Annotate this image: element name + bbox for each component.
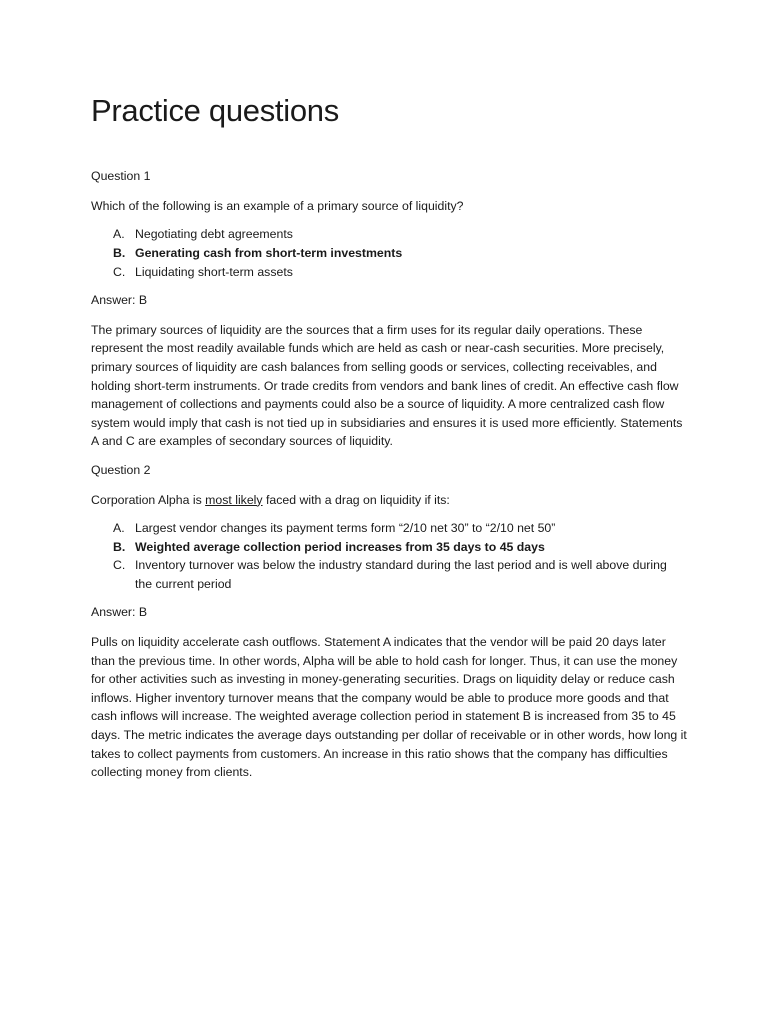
question-2-text-end: faced with a drag on liquidity if its: [262,492,450,507]
option-letter: B. [113,245,126,260]
question-2-label: Question 2 [91,462,151,477]
option-text: Liquidating short-term assets [135,264,293,279]
question-2-option-a [91,519,687,538]
question-1-options [91,225,687,281]
question-2-text-start: Corporation Alpha is [91,492,206,507]
option-text: Largest vendor changes its payment terms form “2/10 net 30” to “2/10 net 50” [135,521,556,536]
question-2-explanation: Pulls on liquidity accelerate cash outflows. Statement A indicates that the vendor will be paid 20 days later than the previous time. In other words, Alpha will be able to hold cash for longer. Thus, it can use the money for other activities such as investing in money-generating securities. Drags on liquidity delay or reduce cash inflows. Higher inventory turnover means that the company would be able to produce more goods and that cash inflows will increase. The weighted average collection period in statement B is increased from 35 to 45 days. The metric indicates the average days outstanding per dollar of receivable or in other words, how long it takes to collect payments from customers. An increase in this ratio shows that the company has difficulties collecting money from clients. [91,635,687,780]
option-text: Generating cash from short-term investments [135,245,403,260]
question-2-section [91,461,687,782]
option-text: Inventory turnover was below the industry standard during the last period and is well above during the current period [135,558,667,591]
question-1-answer: Answer: B [91,293,148,308]
question-1-option-a [91,225,687,244]
option-letter: C. [113,264,126,279]
option-letter: B. [113,539,126,554]
question-1-option-c [91,263,687,282]
question-1-explanation: The primary sources of liquidity are the sources that a firm uses for its regular daily operations. These represent the most readily available funds which are held as cash or near-cash securities. More precisely, primary sources of liquidity are cash balances from selling goods or services, collecting receivables, and holding short-term instruments. Or trade credits from vendors and bank lines of credit. An effective cash flow management of collections and payments could also be a source of liquidity. A more centralized cash flow system would imply that cash is not tied up in subsidiaries and ensures it is used more efficiently. Statements A and C are examples of secondary sources of liquidity. [91,322,683,449]
option-text: Weighted average collection period increases from 35 days to 45 days [135,539,545,554]
option-letter: A. [113,521,125,536]
question-2-answer: Answer: B [91,605,148,620]
option-letter: C. [113,558,126,573]
question-2-text [91,491,687,510]
question-2-underlined-text: most likely [205,492,263,507]
question-2-options [91,519,687,593]
question-1-section [91,167,687,451]
page-title: Practice questions [91,93,339,128]
question-1-label: Question 1 [91,169,151,184]
option-text: Negotiating debt agreements [135,227,293,242]
question-2-option-c [91,556,687,593]
question-1-text: Which of the following is an example of a primary source of liquidity? [91,198,464,213]
document-page [91,92,687,792]
question-1-option-b [91,244,687,263]
question-2-option-b [91,538,687,557]
option-letter: A. [113,227,125,242]
